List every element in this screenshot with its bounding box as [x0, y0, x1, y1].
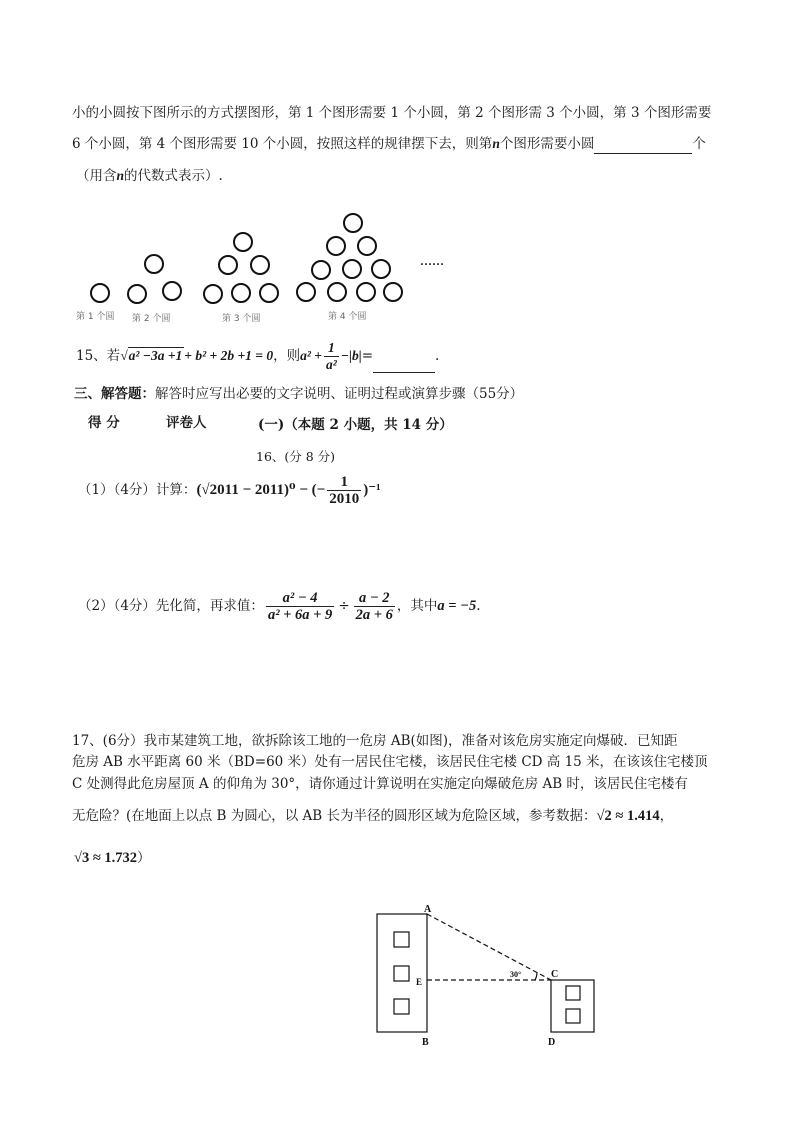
q14-answer-blank[interactable]	[594, 139, 692, 154]
q16-part1-expr-b: )⁻¹	[363, 482, 381, 498]
q17-line1: 17、(6分）我市某建筑工地，欲拆除该工地的一危房 AB(如图)，准备对该危房实施定向爆破．已知距	[72, 733, 678, 749]
q14-line2-a: 6 个小圆，第 4 个图形需要 10 个小圆，按照这样的规律摆下去，则第	[72, 136, 493, 152]
window	[566, 986, 580, 1000]
figure-label-1: 第 1 个圆	[76, 312, 115, 322]
circle-fig4	[384, 283, 402, 301]
figure-label-2: 第 2 个圆	[132, 314, 171, 324]
point-e: E	[416, 977, 423, 987]
circle-fig4	[344, 214, 362, 232]
q16-part2	[78, 588, 481, 624]
q15-fraction: $\frac{1}{\text{a²}}$	[325, 340, 337, 372]
q14-line2	[72, 134, 706, 154]
circle-fig3	[260, 284, 278, 302]
q16-part2-value: a = −5	[437, 598, 477, 614]
circle-fig3	[251, 256, 269, 274]
q16-part2-fraction1: $\frac{\text{a² − 4}}{\text{a² + 6a + 9}}$	[267, 590, 333, 623]
circle-pattern-figure	[70, 205, 450, 330]
figure-label-4: 第 4 个圆	[328, 312, 367, 322]
q17-sqrt3: √3 ≈ 1.732	[74, 850, 138, 866]
circle-fig3	[219, 256, 237, 274]
q14-line1: 小的小圆按下图所示的方式摆图形，第 1 个图形需要 1 个小圆，第 2 个图形需 3 个小圆，第 3 个图形需要	[72, 105, 712, 121]
window	[566, 1009, 580, 1023]
q17-line3: C 处测得此危房屋顶 A 的仰角为 30°，请你通过计算说明在实施定向爆破危房 AB 时，该居民住宅楼有	[72, 776, 688, 792]
circle-fig4	[357, 283, 375, 301]
point-b: B	[422, 1037, 429, 1048]
q17-line5-b: ）	[137, 850, 151, 866]
q15-then: ，则	[273, 348, 301, 364]
q17-line4-b: ，	[659, 808, 674, 824]
circle-fig2	[128, 285, 146, 303]
circle-fig4	[297, 283, 315, 301]
q17-line5	[74, 848, 151, 868]
q16-part1-label: （1）（4分）计算：	[78, 482, 197, 498]
q16-part2-end: .	[476, 598, 481, 614]
q14-line3-a: （用含	[76, 168, 117, 184]
q14-var-n: n	[492, 136, 500, 151]
building-diagram	[370, 900, 610, 1055]
part1-heading: (一)（本题 2 小题，共 14 分）	[258, 417, 453, 433]
q17-line4-a: 无危险？(在地面上以点 B 为圆心，以 AB 长为半径的圆形区域为危险区域，参考数据：	[72, 808, 597, 824]
q15-end: .	[435, 348, 440, 364]
circle-fig4	[343, 260, 361, 278]
figure-label-3: 第 3 个圆	[222, 314, 261, 324]
circle-fig2	[145, 255, 163, 273]
q16-part1	[78, 472, 381, 508]
circle-fig4	[327, 237, 345, 255]
q17-sqrt2: √2 ≈ 1.414	[596, 808, 660, 824]
circle-fig4	[372, 260, 390, 278]
circle-fig4	[328, 283, 346, 301]
q16-part2-fraction2: $\frac{a - 2}{2a + 6}$	[355, 590, 393, 623]
circle-fig2	[163, 282, 181, 300]
q15-answer-blank[interactable]	[373, 358, 435, 373]
q16-part1-fraction: $\frac{1}{2010}$	[329, 474, 360, 507]
q16-part2-div: ÷	[338, 598, 350, 614]
q15-abs-b: |b|	[348, 348, 362, 363]
sight-line-ac	[427, 914, 551, 980]
window	[394, 932, 409, 947]
point-c: C	[551, 969, 559, 980]
q15-a2: a² +	[300, 348, 322, 363]
circle-fig3	[234, 233, 252, 251]
q14-line3-var: n	[116, 168, 125, 183]
q16-title: 16、(分 8 分)	[256, 449, 336, 464]
circle-fig3	[204, 285, 222, 303]
circle-fig1	[91, 284, 109, 302]
q15-rest: + b² + 2b +1 = 0	[184, 348, 274, 363]
score-label: 得 分	[88, 415, 120, 431]
q15-prefix: 15、若	[76, 348, 121, 364]
q15-eq: =	[361, 348, 373, 364]
q15-radicand: a² −3a +1	[128, 348, 183, 363]
circle-fig4	[358, 237, 376, 255]
section3-text: 解答时应写出必要的文字说明、证明过程或演算步骤（55分）	[155, 386, 524, 402]
circle-fig4	[312, 261, 330, 279]
point-a: A	[424, 904, 432, 915]
section3	[74, 384, 523, 404]
q14-line3-b: 的代数式表示）.	[124, 168, 223, 184]
circle-fig3	[232, 284, 250, 302]
q17-line4	[72, 806, 673, 826]
q16-part2-label: （2）（4分）先化简，再求值：	[78, 598, 264, 614]
q16-part2-where: ，其中	[396, 598, 438, 614]
q16-part1-expr-a: (√2011 − 2011)⁰ − (−	[196, 482, 326, 498]
q14-line3	[76, 166, 223, 186]
figure-ellipsis: ……	[420, 254, 444, 268]
section3-heading: 三、解答题：	[74, 386, 155, 402]
grader-label: 评卷人	[166, 415, 207, 431]
building-cd	[551, 980, 594, 1032]
q14-line2-end: 个	[692, 136, 706, 152]
point-d: D	[548, 1037, 556, 1048]
window	[394, 966, 409, 981]
q15: 15、若√a² −3a +1 + b² + 2b +1 = 0，则a² + $\frac{1}{\text{a²}}$ −|b|= .	[76, 340, 440, 372]
q15-minus: −	[340, 348, 349, 363]
q14-line2-b: 个图形需要小圆	[499, 136, 595, 152]
angle-label: 30°	[510, 970, 522, 979]
angle-arc	[535, 972, 537, 980]
q17-line2: 危房 AB 水平距离 60 米（BD=60 米）处有一居民住宅楼，该居民住宅楼 CD 高 15 米，在该该住宅楼顶	[72, 754, 708, 770]
window	[394, 999, 409, 1014]
